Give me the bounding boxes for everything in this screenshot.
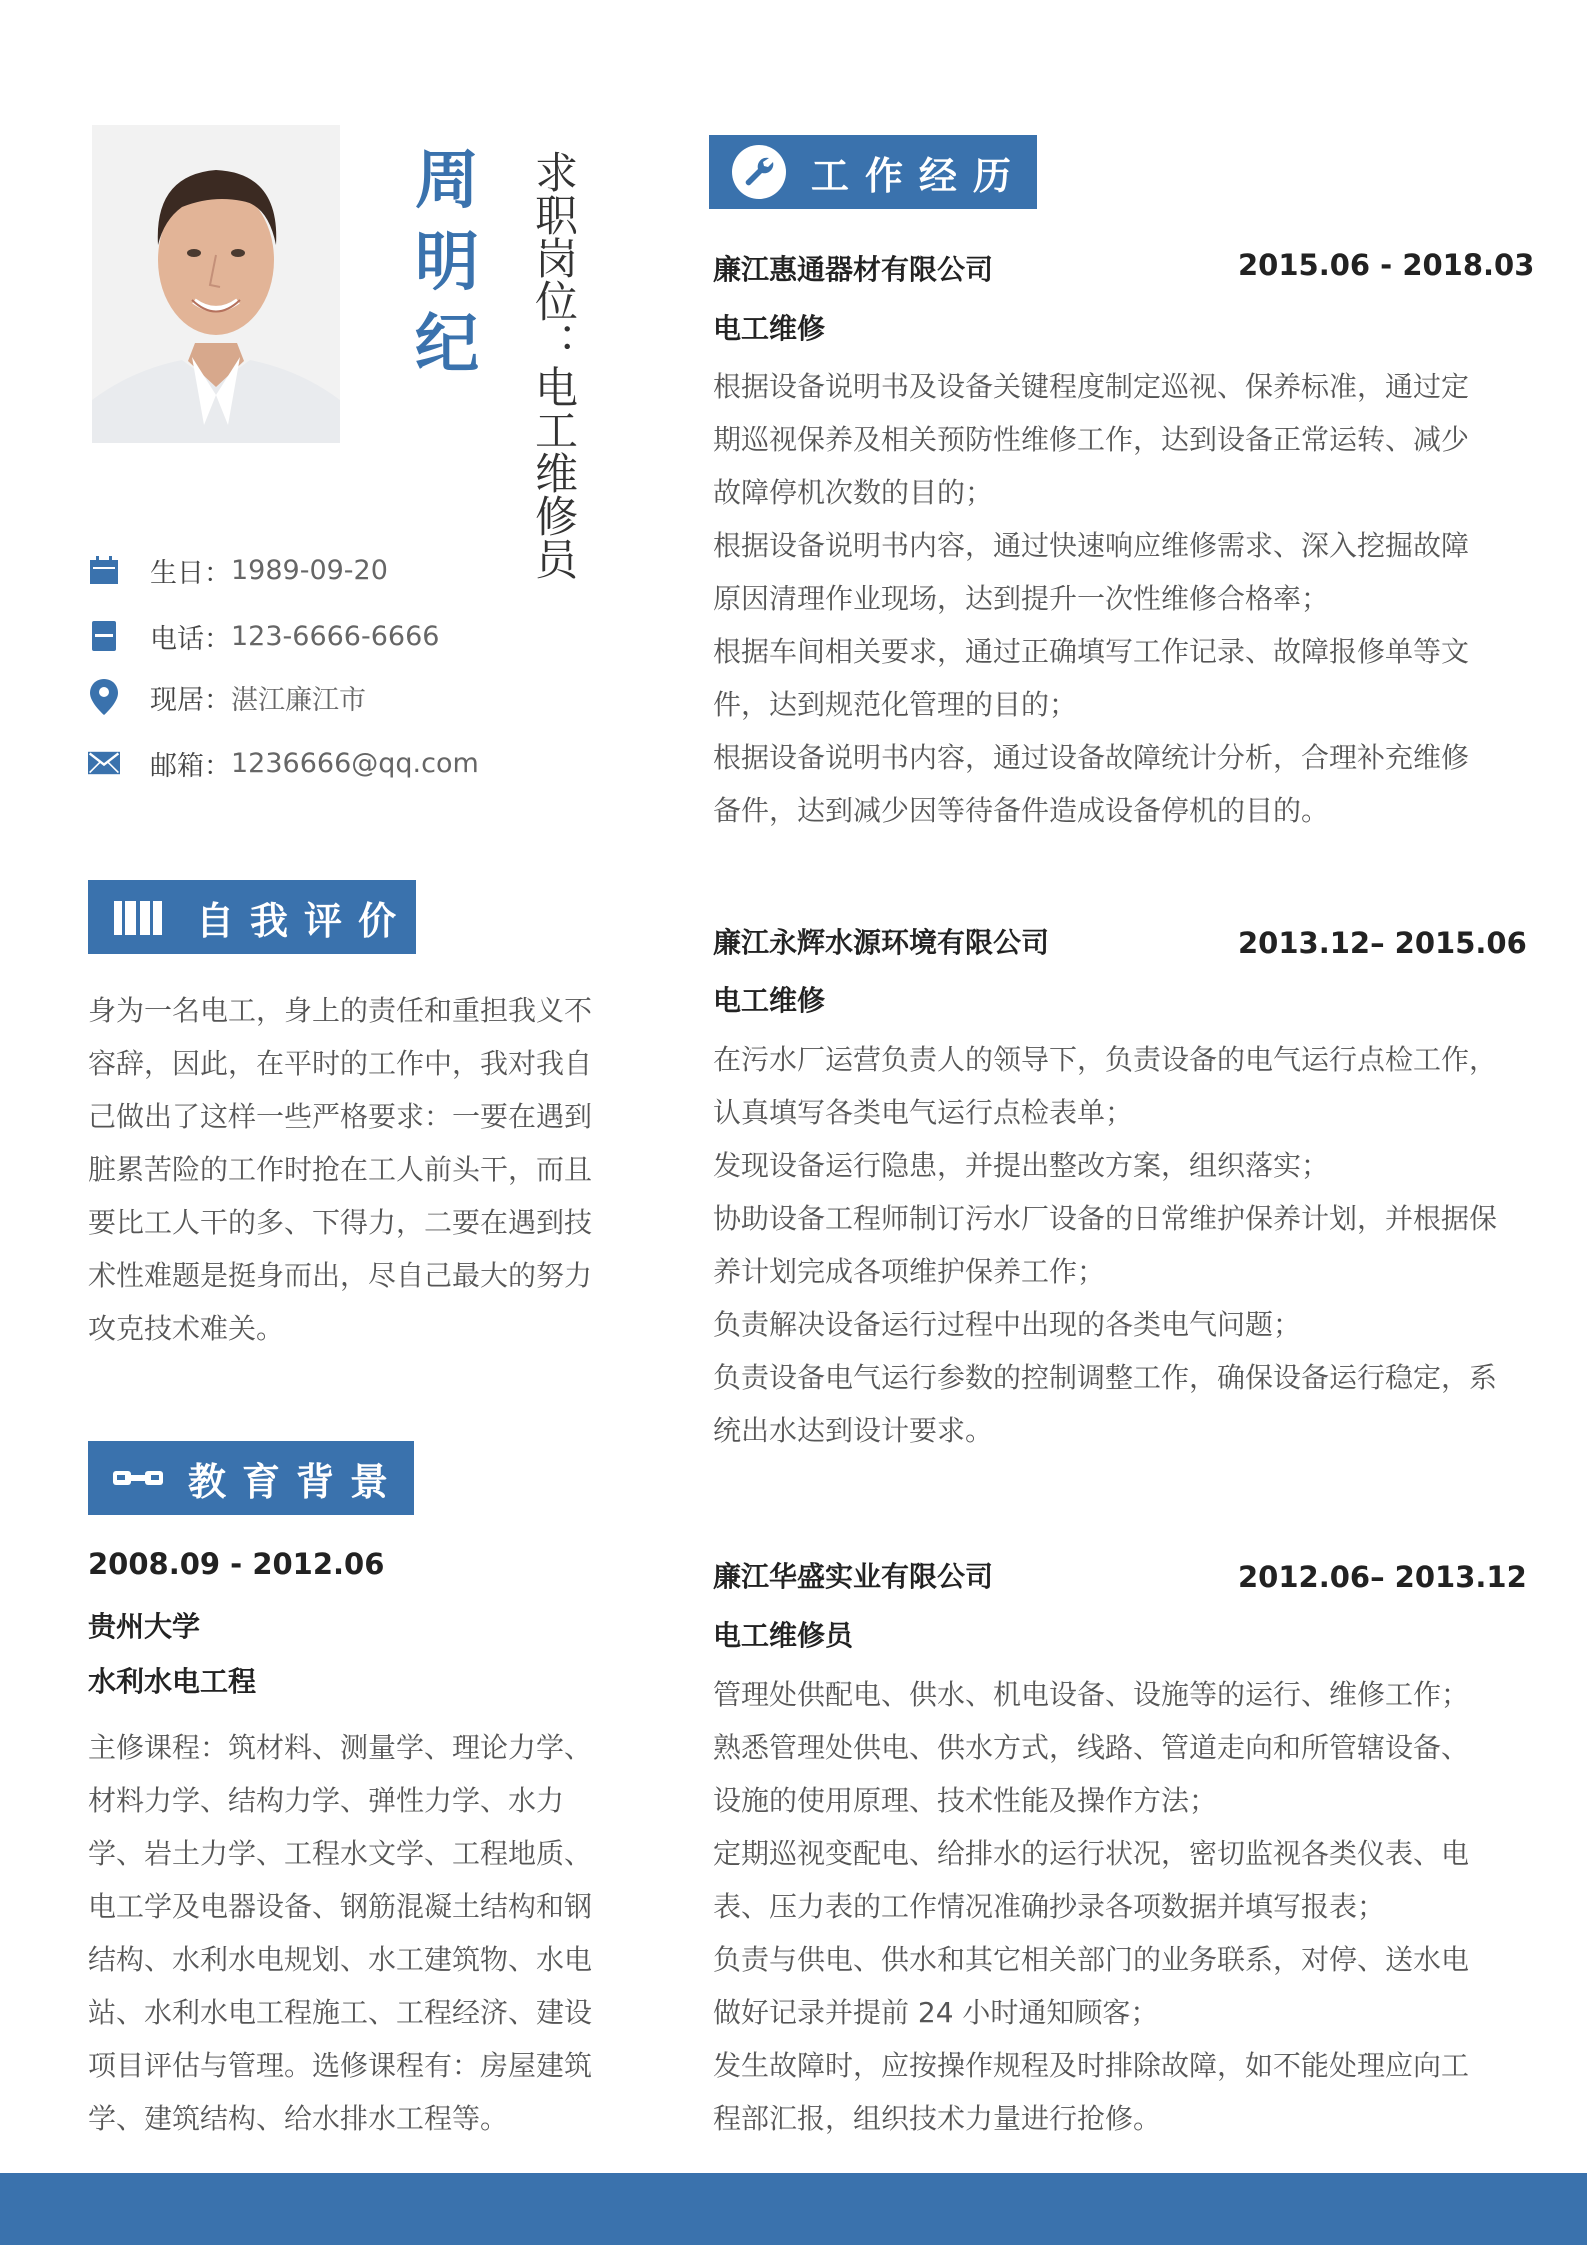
- location-value: 湛江廉江市: [231, 684, 366, 716]
- duty-line: 根据车间相关要求，通过正确填写工作记录、故障报修单等文: [713, 635, 1470, 668]
- duty-line: 根据设备说明书及设备关键程度制定巡视、保养标准，通过定: [713, 370, 1470, 403]
- portrait-image: [92, 125, 340, 443]
- duty-line: 期巡视保养及相关预防性维修工作，达到设备正常运转、减少: [713, 423, 1470, 456]
- duty-line: 协助设备工程师制订污水厂设备的日常维护保养计划，并根据保: [713, 1202, 1498, 1235]
- work-header: [709, 135, 1037, 209]
- job3-role: 电工维修员: [713, 1619, 854, 1652]
- duty-line: 发现设备运行隐患，并提出整改方案，组织落实；: [713, 1149, 1330, 1182]
- contact-phone: [88, 616, 439, 656]
- graduation-icon: [108, 1448, 168, 1508]
- job1-company: 廉江惠通器材有限公司: [713, 253, 994, 286]
- duty-line: 表、压力表的工作情况准确抄录各项数据并填写报表；: [713, 1890, 1386, 1923]
- duty-line: 养计划完成各项维护保养工作；: [713, 1255, 1106, 1288]
- job2-duties: [713, 1033, 1553, 1457]
- birthday-label: 生日：: [150, 557, 231, 589]
- candidate-name: 周明纪: [415, 144, 479, 382]
- job2-period: 2013.12– 2015.06: [1238, 926, 1527, 960]
- duty-line: 做好记录并提前 24 小时通知顾客；: [713, 1996, 1159, 2029]
- book-icon: [108, 887, 168, 947]
- education-major: 水利水电工程: [88, 1665, 257, 1698]
- duty-line: 原因清理作业现场，达到提升一次性维修合格率；: [713, 582, 1330, 615]
- phone-value: 123-6666-6666: [231, 620, 440, 652]
- duty-line: 故障停机次数的目的；: [713, 476, 994, 509]
- email-value: 1236666@qq.com: [231, 747, 479, 779]
- duty-line: 认真填写各类电气运行点检表单；: [713, 1096, 1134, 1129]
- duty-line: 负责设备电气运行参数的控制调整工作，确保设备运行稳定，系: [713, 1361, 1498, 1394]
- self-eval-header: [88, 880, 416, 954]
- footer-bar: [0, 2173, 1587, 2245]
- calendar-icon: [88, 554, 120, 586]
- job3-period: 2012.06– 2013.12: [1238, 1560, 1527, 1594]
- contact-birthday: [88, 550, 388, 590]
- phone-label: 电话：: [150, 623, 231, 655]
- contact-email: [88, 743, 479, 783]
- duty-line: 根据设备说明书内容，通过设备故障统计分析，合理补充维修: [713, 741, 1470, 774]
- duty-line: 负责与供电、供水和其它相关部门的业务联系，对停、送水电: [713, 1943, 1470, 1976]
- education-title: 教育背景: [188, 1459, 405, 1504]
- duty-line: 设施的使用原理、技术性能及操作方法；: [713, 1784, 1218, 1817]
- location-pin-icon: [88, 681, 120, 713]
- job3-duties: [713, 1668, 1533, 2145]
- work-title: 工作经历: [811, 153, 1028, 198]
- birthday-value: 1989-09-20: [231, 554, 388, 586]
- duty-line: 程部汇报，组织技术力量进行抢修。: [713, 2102, 1162, 2135]
- self-eval-text: 身为一名电工，身上的责任和重担我义不容辞，因此，在平时的工作中，我对我自己做出了这样一些严格要求：一要在遇到脏累苦险的工作时抢在工人前头干，而且要比工人干的多、下得力，二要在遇到技术性难题是挺身而出，尽自己最大的努力攻克技术难关。: [88, 994, 593, 1345]
- duty-line: 在污水厂运营负责人的领导下，负责设备的电气运行点检工作，: [713, 1043, 1498, 1076]
- contact-location: [88, 677, 366, 717]
- self-eval-title: 自我评价: [196, 898, 413, 943]
- duty-line: 熟悉管理处供电、供水方式，线路、管道走向和所管辖设备、: [713, 1731, 1470, 1764]
- duty-line: 件，达到规范化管理的目的；: [713, 688, 1078, 721]
- duty-line: 根据设备说明书内容，通过快速响应维修需求、深入挖掘故障: [713, 529, 1470, 562]
- location-label: 现居：: [150, 684, 231, 716]
- phone-icon: [88, 620, 120, 652]
- duty-line: 发生故障时，应按操作规程及时排除故障，如不能处理应向工: [713, 2049, 1470, 2082]
- job2-company: 廉江永辉水源环境有限公司: [713, 926, 1050, 959]
- duty-line: 统出水达到设计要求。: [713, 1414, 994, 1447]
- job3-company: 廉江华盛实业有限公司: [713, 1560, 994, 1593]
- job1-role: 电工维修: [713, 312, 826, 345]
- education-school: 贵州大学: [88, 1610, 201, 1643]
- job-title: 求职岗位：电工维修员: [528, 150, 578, 580]
- duty-line: 负责解决设备运行过程中出现的各类电气问题；: [713, 1308, 1302, 1341]
- education-courses: 主修课程：筑材料、测量学、理论力学、材料力学、结构力学、弹性力学、水力学、岩土力学、工程水文学、工程地质、电工学及电器设备、钢筋混凝土结构和钢结构、水利水电规划、水工建筑物、水电站、水利水电工程施工、工程经济、建设项目评估与管理。选修课程有：房屋建筑学、建筑结构、给水排水工程等。: [88, 1731, 593, 2135]
- job1-period: 2015.06 - 2018.03: [1238, 248, 1535, 282]
- education-header: [88, 1441, 414, 1515]
- envelope-icon: [88, 747, 120, 779]
- wrench-icon: [729, 142, 789, 202]
- job2-role: 电工维修: [713, 984, 826, 1017]
- duty-line: 管理处供配电、供水、机电设备、设施等的运行、维修工作；: [713, 1678, 1470, 1711]
- education-period: 2008.09 - 2012.06: [88, 1547, 385, 1581]
- duty-line: 备件，达到减少因等待备件造成设备停机的目的。: [713, 794, 1330, 827]
- email-label: 邮箱：: [150, 750, 231, 782]
- job1-duties: [713, 360, 1533, 837]
- duty-line: 定期巡视变配电、给排水的运行状况，密切监视各类仪表、电: [713, 1837, 1470, 1870]
- profile-photo: [92, 125, 340, 443]
